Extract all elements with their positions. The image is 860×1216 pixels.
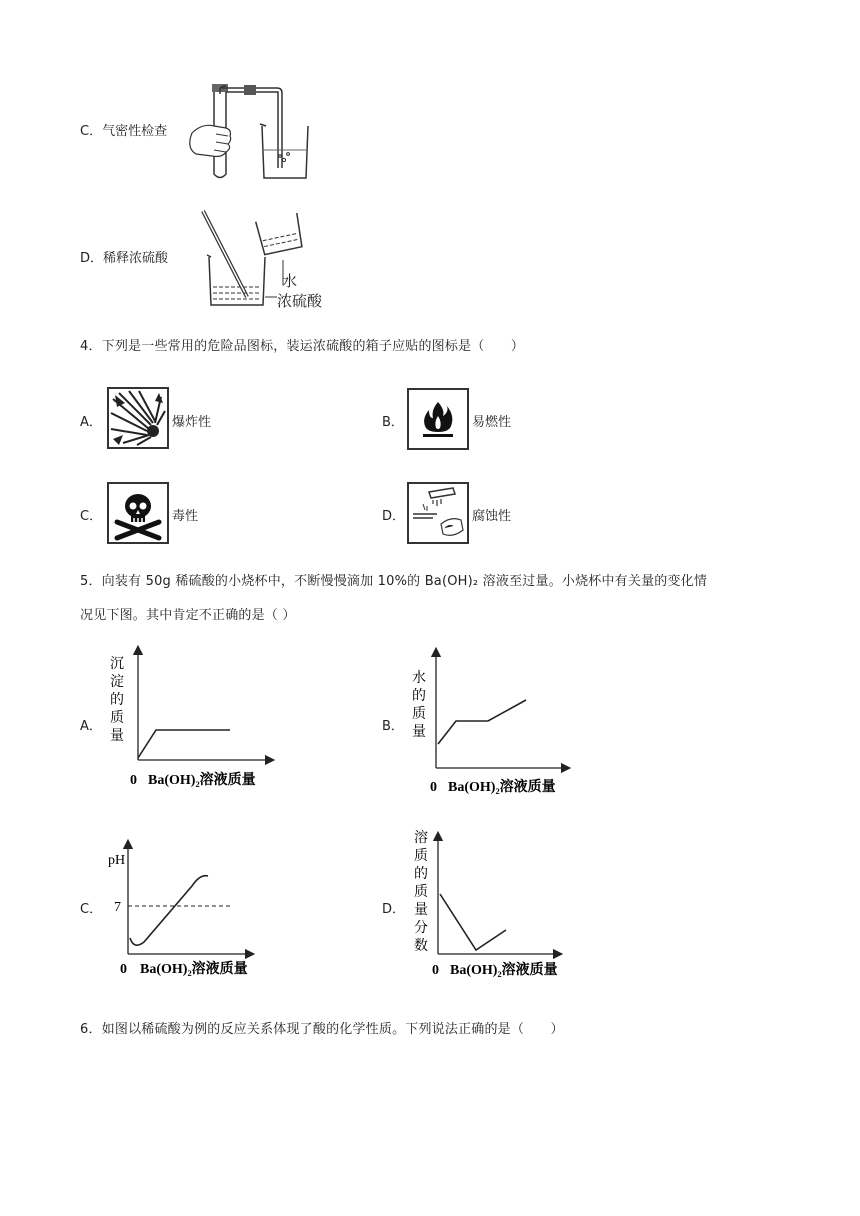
q5-chart-b [400, 644, 590, 799]
q5-chart-d-letter: D． [382, 902, 406, 917]
q4-option-c-text: 毒性 [172, 509, 199, 524]
q4-option-d-letter: D． [382, 509, 406, 524]
y-label-char: 质 [414, 848, 428, 864]
y-label-char: 的 [110, 692, 124, 708]
x-axis-label: Ba(OH)₂溶液质量 [140, 962, 248, 977]
y-label-char: 量 [412, 724, 426, 740]
q5-chart-d [400, 822, 590, 982]
y-label-char: 数 [414, 938, 428, 954]
y-axis-label: pH [108, 853, 126, 868]
q4-option-d-text: 腐蚀性 [472, 509, 512, 524]
flammable-icon [407, 388, 469, 450]
label-water: 水 [282, 272, 298, 290]
y-label-char: 质 [110, 710, 124, 726]
corrosive-icon [407, 482, 469, 544]
y-label-char: 的 [414, 866, 428, 882]
q5-chart-a [100, 644, 290, 794]
q5-chart-c [100, 830, 300, 980]
q5-chart-a-letter: A． [80, 719, 102, 734]
question-6-stem: 6．如图以稀硫酸为例的反应关系体现了酸的化学性质。下列说法正确的是（ ） [80, 1022, 564, 1037]
y-label-char: 分 [414, 920, 428, 936]
option-d-label: D．稀释浓硫酸 [80, 251, 169, 266]
chart-c-curve [130, 876, 208, 945]
q4-option-b-letter: B． [382, 415, 404, 430]
x-axis-label: Ba(OH)₂溶液质量 [448, 780, 556, 795]
origin-label: 0 [130, 773, 137, 788]
chart-a-curve [138, 730, 230, 758]
y-label-char: 质 [414, 884, 428, 900]
q4-option-a-text: 爆炸性 [172, 415, 212, 430]
q4-option-a-letter: A． [80, 415, 102, 430]
origin-label: 0 [430, 780, 437, 795]
label-concentrated-acid: 浓硫酸 [277, 292, 323, 310]
question-5-stem-line2: 况见下图。其中肯定不正确的是（ ） [80, 608, 296, 623]
y-label-char: 的 [412, 688, 426, 704]
question-5-stem-line1: 5．向装有 50g 稀硫酸的小烧杯中，不断慢慢滴加 10%的 Ba(OH)₂ 溶液至过量。小烧杯中有关量的变化情 [80, 574, 708, 589]
q5-chart-b-letter: B． [382, 719, 404, 734]
toxic-icon [107, 482, 169, 544]
ph-7-tick: 7 [114, 900, 121, 915]
q4-option-b-text: 易燃性 [472, 415, 512, 430]
y-label-char: 量 [110, 728, 124, 744]
origin-label: 0 [432, 963, 439, 978]
q4-option-c-letter: C． [80, 509, 103, 524]
explosive-icon [107, 387, 169, 449]
x-axis-label: Ba(OH)₂溶液质量 [450, 963, 558, 978]
question-4-stem: 4．下列是一些常用的危险品图标，装运浓硫酸的箱子应贴的图标是（ ） [80, 339, 525, 354]
q5-chart-c-letter: C． [80, 902, 103, 917]
x-axis-label: Ba(OH)₂溶液质量 [148, 773, 256, 788]
y-label-char: 沉 [110, 656, 124, 672]
option-c-label: C．气密性检查 [80, 124, 168, 139]
y-label-char: 量 [414, 902, 428, 918]
y-label-char: 溶 [414, 830, 428, 846]
y-label-char: 淀 [110, 674, 124, 690]
chart-b-curve [438, 700, 526, 744]
y-label-char: 质 [412, 706, 426, 722]
chart-d-curve [440, 894, 506, 950]
y-label-char: 水 [412, 670, 426, 686]
airtightness-check-illustration [182, 78, 312, 183]
origin-label: 0 [120, 962, 127, 977]
